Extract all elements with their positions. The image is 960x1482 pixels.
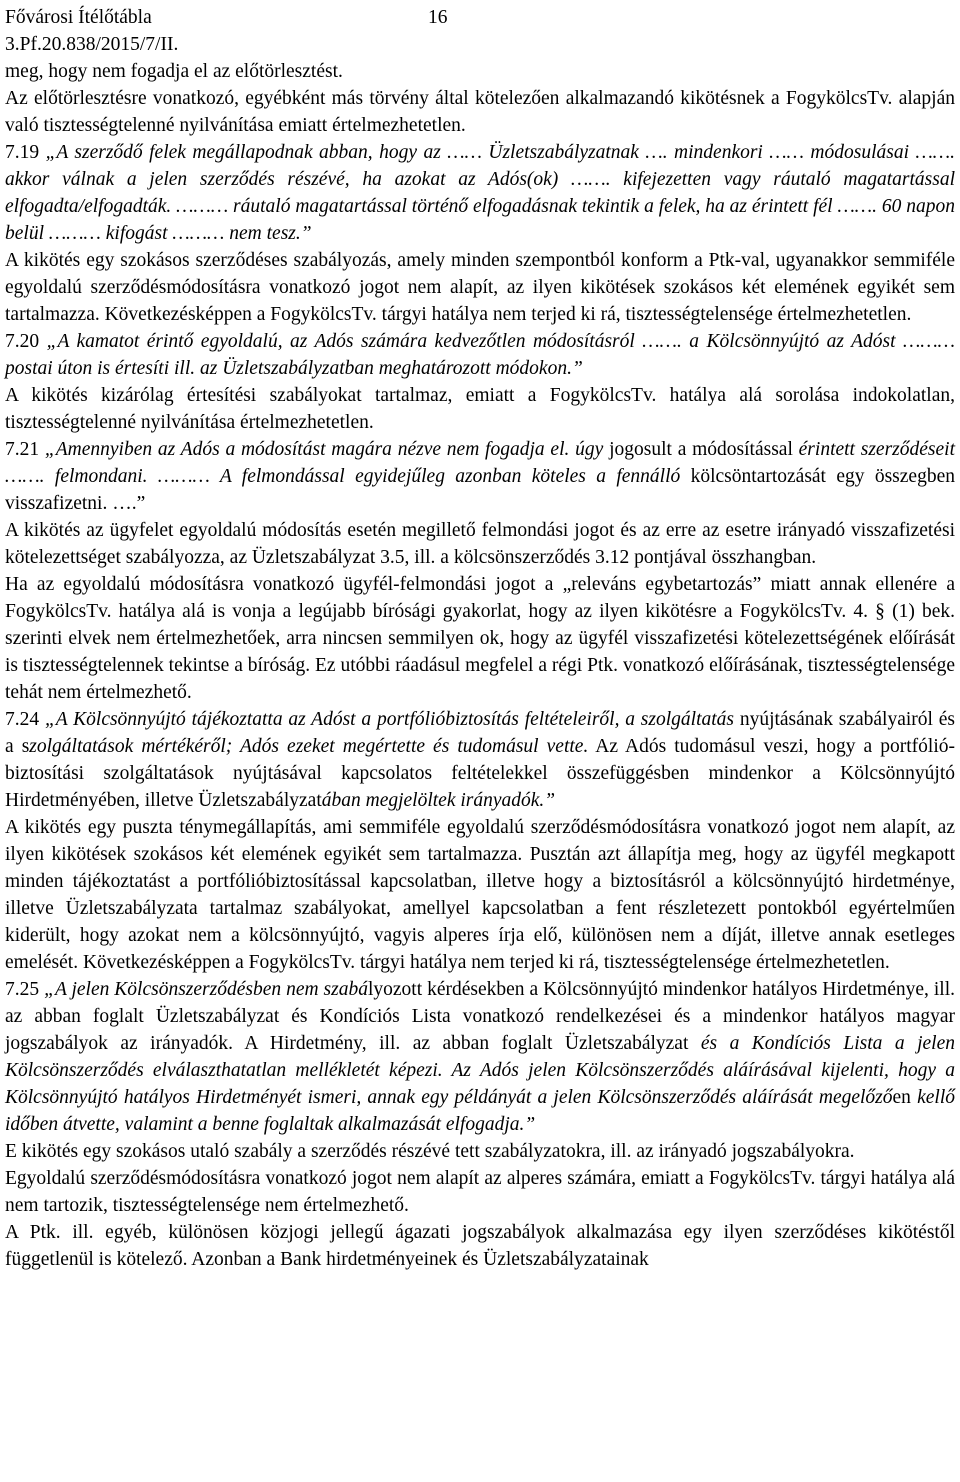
body-text: A kikötés egy puszta ténymegállapítás, ami semmiféle egyoldalú szerződésmódosításra vonatkozó jogot nem alapít, az ilyen kikötések szokásos két elemének egyikét sem tartalmazza. Pusztán azt állapítja meg, hogy az ügyfél megkapott minden tájékoztatást a portfólióbiztosítással kapcsolatban, illetve hogy a biztosításról a kölcsönnyújtó hirdetménye, illetve Üzletszabályzata tartalmaz szabályokat, amellyel kapcsolatban a fent részletezett pontokból egyértelműen kiderült, hogy azokat nem a kölcsönnyújtó, vagyis alperes írja elő, különösen nem a díját, illetve annak esetleges emelését. Következésképpen a FogykölcsTv. tárgyi hatálya nem terjed ki rá, tisztességtelensége értelmezhetetlen. [5,817,955,973]
body-text: E kikötés egy szokásos utaló szabály a szerződés részévé tett szabályzatokra, ill. az irányadó jogszabályokra. [5,1141,855,1162]
body-text: jogosult a módosítással [609,439,799,460]
quoted-clause-text: kellő időben átvette, valamint a benne foglaltak alkalmazását elfogadja.” [5,1087,956,1135]
page-header [5,4,955,58]
paragraph [5,328,955,382]
case-number: 3.Pf.20.838/2015/7/II. [5,34,179,55]
quoted-clause-text: „A Kölcsönnyújtó tájékoztatta az Adóst a portfólióbiztosítás feltételeiről, a szolgáltatás [44,709,740,730]
body-text: A kikötés az ügyfelet egyoldalú módosítás esetén megillető felmondási jogot és az erre az esetre irányadó visszafizetési kötelezettséget szabályozza, az Üzletszabályzat 3.5, ill. a kölcsönszerződés 3.12 pontjával összhangban. [5,520,955,568]
paragraph [5,976,955,1138]
body-text: 7.20 [5,331,47,352]
body-text: A kikötés kizárólag értesítési szabályokat tartalmaz, emiatt a FogykölcsTv. hatálya alá sorolása indokolatlan, tisztességtelenné nyilvánítása értelmezhetetlen. [5,385,955,433]
paragraph [5,85,955,139]
paragraph [5,58,955,85]
paragraph [5,247,955,328]
body-text: kölcsöntartozását egy összegben visszafizetni. ….” [5,466,955,514]
body-text: 7.21 [5,439,45,460]
body-text: nyújtásának szabályairól és a s [5,709,956,757]
quoted-clause-text: „A szerződő felek megállapodnak abban, hogy az …… Üzletszabályzatnak …. mindenkori …… módosulásai ……. akkor válnak a jelen szerződés részévé, ha azokat az Adós(ok) ……. kifejezetten vagy ráutaló magatartással elfogadta/elfogadták. ……… ráutaló magatartással történő elfogadásnak tekintik a felek, ha az érintett fél ……. 60 napon belül ……… kifogást ……… nem tesz.” [5,142,956,244]
court-name: Fővárosi Ítélőtábla [5,7,152,28]
body-text: Az Adós tudomásul veszi, hogy a portfólió-biztosítási szolgáltatások nyújtásával kapcsolatos feltételekkel összefüggésben mindenkor a Kölcsönnyújtó Hirdetményében, illetve Üzletszabályzat [5,736,955,811]
quoted-clause-text: és a Kondíciós Lista a jelen Kölcsönszerződés elválaszthatatlan mellékletét képezi. Az Adós jelen Kölcsönszerződés aláírásával kijelenti, hogy a Kölcsönnyújtó hatályos Hirdetményét ismeri, annak egy példányát a jelen Kölcsönszerződés aláírását megelőző [5,1033,955,1108]
body-text: 7.25 [5,979,45,1000]
paragraph [5,382,955,436]
paragraph [5,436,955,517]
paragraph [5,517,955,571]
quoted-clause-text: „A jelen Kölcsönszerződésben nem szabá [44,979,368,1000]
paragraph [5,1138,955,1165]
paragraph [5,139,955,247]
body-text: A Ptk. ill. egyéb, különösen közjogi jellegű ágazati jogszabályok alkalmazása egy ilyen szerződéses kikötéstől függetlenül is kötelező. Azonban a Bank hirdetményeinek és Üzletszabályzatainak [5,1222,955,1270]
document-body [5,58,955,1273]
quoted-clause-text: érintett szerződéseit ……. felmondani. ……… A felmondással egyidejűleg azonban köteles a fennálló [5,439,955,487]
body-text: en [892,1087,918,1108]
paragraph [5,571,955,706]
page-number: 16 [428,7,448,28]
quoted-clause-text: ában megjelöltek irányadók.” [321,790,556,811]
paragraph [5,706,955,814]
body-text: lyozott kérdésekben a Kölcsönnyújtó mindenkor hatályos Hirdetménye, ill. az abban foglalt Üzletszabályzat és Kondíciós Lista vonatkozó rendelkezései és a mindenkor hatályos magyar jogszabályok az irányadók. A Hirdetmény, ill. az abban foglalt Üzletszabályzat [5,979,955,1054]
body-text: A kikötés egy szokásos szerződéses szabályozás, amely minden szempontból konform a Ptk-val, ugyanakkor semmiféle egyoldalú szerződésmódosításra vonatkozó jogot nem alapít, az ilyen kikötések szokásos két elemének egyikét sem tartalmazza. Következésképpen a FogykölcsTv. tárgyi hatálya nem terjed ki rá, tisztességtelensége értelmezhetetlen. [5,250,955,325]
body-text: Az előtörlesztésre vonatkozó, egyébként más törvény által kötelezően alkalmazandó kikötésnek a FogykölcsTv. alapján való tisztességtelenné nyilvánítása emiatt értelmezhetetlen. [5,88,955,136]
paragraph [5,1165,955,1219]
body-text: 7.24 [5,709,45,730]
paragraph [5,1219,955,1273]
body-text: Ha az egyoldalú módosításra vonatkozó ügyfél-felmondási jogot a „releváns egybetartozás” miatt annak ellenére a FogykölcsTv. hatálya alá is vonja a legújabb bírósági gyakorlat, hogy az ilyen kikötésre a FogykölcsTv. 4. § (1) bek. szerinti elvek nem értelmezhetőek, arra nincsen semmilyen ok, hogy az ügyfél visszafizetési kötelezettségének előírását is tisztességtelennek tekintse a bíróság. Ez utóbbi ráadásul megfelel a régi Ptk. vonatkozó előírásának, tisztességtelensége tehát nem értelmezhető. [5,574,955,703]
document-page [5,4,955,1273]
body-text: Egyoldalú szerződésmódosításra vonatkozó jogot nem alapít az alperes számára, emiatt a FogykölcsTv. tárgyi hatálya alá nem tartozik, tisztességtelensége nem értelmezhető. [5,1168,955,1216]
quoted-clause-text: „Amennyiben az Adós a módosítást magára nézve nem fogadja el. úgy [44,439,610,460]
quoted-clause-text: „A kamatot érintő egyoldalú, az Adós számára kedvezőtlen módosításról ……. a Kölcsönnyújtó az Adóst ……… postai úton is értesíti ill. az Üzletszabályzatban meghatározott módokon.” [5,331,955,379]
quoted-clause-text: zolgáltatások mértékéről; Adós ezeket megértette és tudomásul vette. [29,736,589,757]
body-text: 7.19 [5,142,46,163]
paragraph [5,814,955,976]
body-text: meg, hogy nem fogadja el az előtörlesztést. [5,61,343,82]
